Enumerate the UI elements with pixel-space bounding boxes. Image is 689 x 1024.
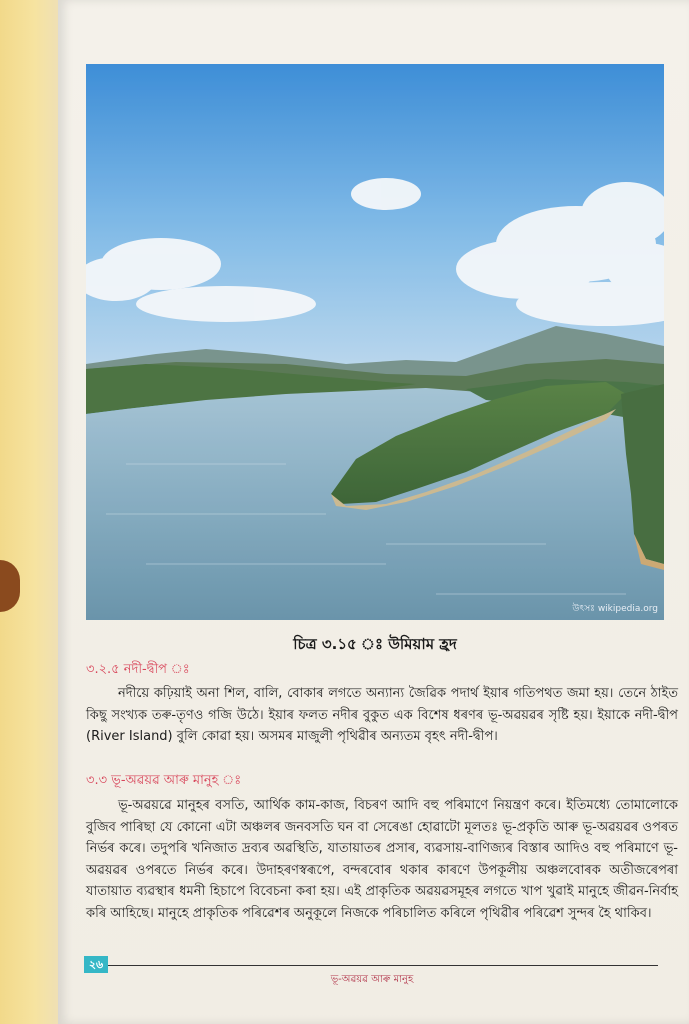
figure-caption: চিত্ৰ ৩.১৫ ঃ উমিয়াম হ্ৰদ xyxy=(293,635,457,653)
photo-credit: উৎসঃ wikipedia.org xyxy=(572,604,658,614)
textbook-page xyxy=(58,0,689,1024)
running-footer-title: ভূ-অৱয়ৱ আৰু মানুহ xyxy=(330,974,414,985)
paragraph-river-island: নদীয়ে কঢ়িয়াই অনা শিল, বালি, বোকাৰ লগতে অন্যান্য জৈৱিক পদাৰ্থ ইয়াৰ গতিপথত জমা হয়। তেনে ঠাইত কিছু সংখ্যক তৰু-তৃণও গজি উঠে। ইয়াৰ ফলত নদীৰ বুকুত এক বিশেষ ধৰণৰ ভূ-অৱয়ৱৰ সৃষ্টি হয়। ইয়াকে নদী-দ্বীপ (River Island) বুলি কোৱা হয়। অসমৰ মাজুলী পৃথিৱীৰ অন্যতম বৃহৎ নদী-দ্বীপ। xyxy=(86,686,678,744)
footer-rule xyxy=(86,965,658,966)
paragraph-landforms-and-humans: ভূ-অৱয়ৱে মানুহৰ বসতি, আৰ্থিক কাম-কাজ, বিচৰণ আদি বহু পৰিমাণে নিয়ন্ত্ৰণ কৰে। ইতিমধ্যে তোমালোকে বুজিব পাৰিছা যে কোনো এটা অঞ্চলৰ জনবসতি ঘন বা সেৰেঙা হোৱাটো মূলতঃ ভূ-প্ৰকৃতি আৰু ভূ-অৱয়ৱৰ ওপৰত নিৰ্ভৰ কৰে। তদুপৰি খনিজাত দ্ৰব্যৰ অৱস্থিতি, যাতায়াতৰ প্ৰসাৰ, ব্যৱসায়-বাণিজ্যৰ বিস্তাৰ আদিও বহু পৰিমাণে ভূ-অৱয়ৱৰ ওপৰতে নিৰ্ভৰ কৰে। উদাহৰণস্বৰূপে, বন্দৰবোৰ থকাৰ কাৰণে উপকূলীয় অঞ্চলবোৰক অতীজৰেপৰা যাতায়াত ব্যৱস্থাৰ ধমনী হিচাপে বিবেচনা কৰা হয়। এই প্ৰাকৃতিক অৱয়ৱসমূহৰ লগতে খাপ খুৱাই মানুহে জীৱন-নিৰ্বাহ কৰি আহিছে। মানুহে প্ৰাকৃতিক পৰিৱেশৰ অনুকূলে নিজকে পৰিচালিত কৰিলে পৃথিৱীৰ পৰিৱেশ সুন্দৰ হৈ থাকিব। xyxy=(86,798,678,921)
section-heading-river-island: ৩.২.৫ নদী-দ্বীপ ঃ xyxy=(86,662,190,677)
lake-landscape-illustration xyxy=(86,64,664,620)
book-spine xyxy=(0,0,58,1024)
spine-ribbon-mark xyxy=(0,560,20,612)
page-number-badge: ২৬ xyxy=(84,956,108,973)
section-heading-landforms-and-humans: ৩.৩ ভূ-অৱয়ৱ আৰু মানুহ ঃ xyxy=(86,773,242,788)
umiam-lake-photo xyxy=(86,64,664,620)
